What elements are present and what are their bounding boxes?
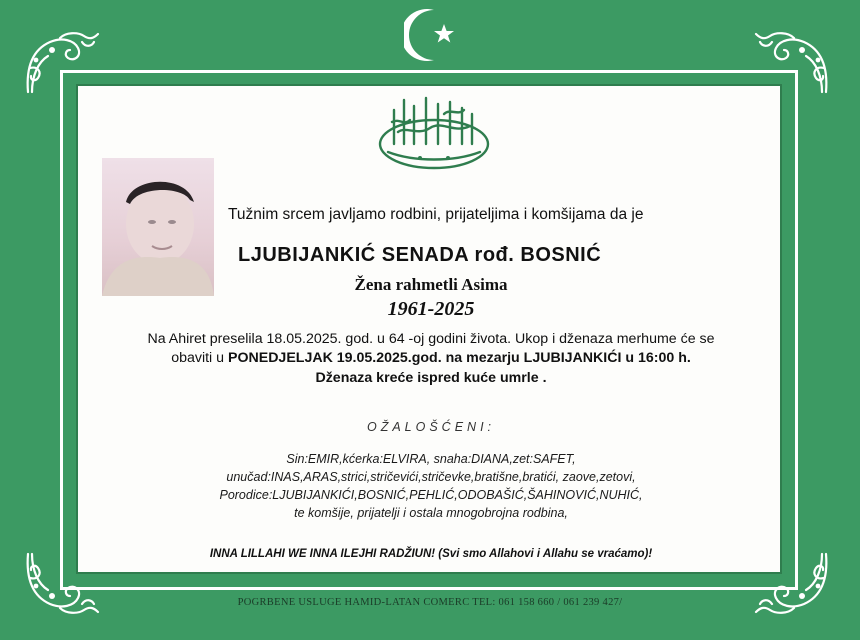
mourners-line: Sin:EMIR,kćerka:ELVIRA, snaha:DIANA,zet:SAFET, [286, 452, 576, 466]
mourners-line: unučad:INAS,ARAS,strici,stričevići,stričevke,bratišne,bratići, zaove,zetovi, [226, 470, 636, 484]
calligraphy-emblem-icon [374, 92, 494, 174]
intro-text: Tužnim srcem javljamo rodbini, prijateljima i komšijama da je [228, 206, 644, 223]
mourners-heading: OŽALOŠĆENI: [366, 420, 496, 434]
announcement-line-2-prefix: obaviti u [171, 350, 228, 366]
life-years: 1961-2025 [387, 298, 475, 320]
spouse-line: Žena rahmetli Asima [354, 275, 508, 294]
announcement-line-1: Na Ahiret preselila 18.05.2025. god. u 64 -oj godini života. Ukop i dženaza merhume će se [147, 331, 715, 347]
announcement-line-2 [78, 350, 784, 366]
closing-prayer: INNA LILLAHI WE INNA ILEJHI RADŽIUN! (Svi smo Allahovi i Allahu se vraćamo)! [209, 548, 653, 560]
burial-date-place: PONEDJELJAK 19.05.2025.god. na mezarju LJUBIJANKIĆI u 16:00 h. [227, 350, 691, 366]
notice-paper [76, 84, 782, 574]
funeral-service-footer: POGRBENE USLUGE HAMID-LATAN COMERC TEL: 061 158 660 / 061 239 427/ [237, 597, 623, 608]
deceased-name: LJUBIJANKIĆ SENADA rođ. BOSNIĆ [238, 244, 602, 266]
mourners-line: te komšije, prijatelji i ostala mnogobrojna rodbina, [294, 506, 568, 520]
crescent-star-icon [404, 6, 460, 64]
announcement-line-3: Dženaza kreće ispred kuće umrle . [315, 370, 547, 386]
mourners-line: Porodice:LJUBIJANKIĆI,BOSNIĆ,PEHLIĆ,ODOBAŠIĆ,ŠAHINOVIĆ,NUHIĆ, [219, 488, 643, 502]
